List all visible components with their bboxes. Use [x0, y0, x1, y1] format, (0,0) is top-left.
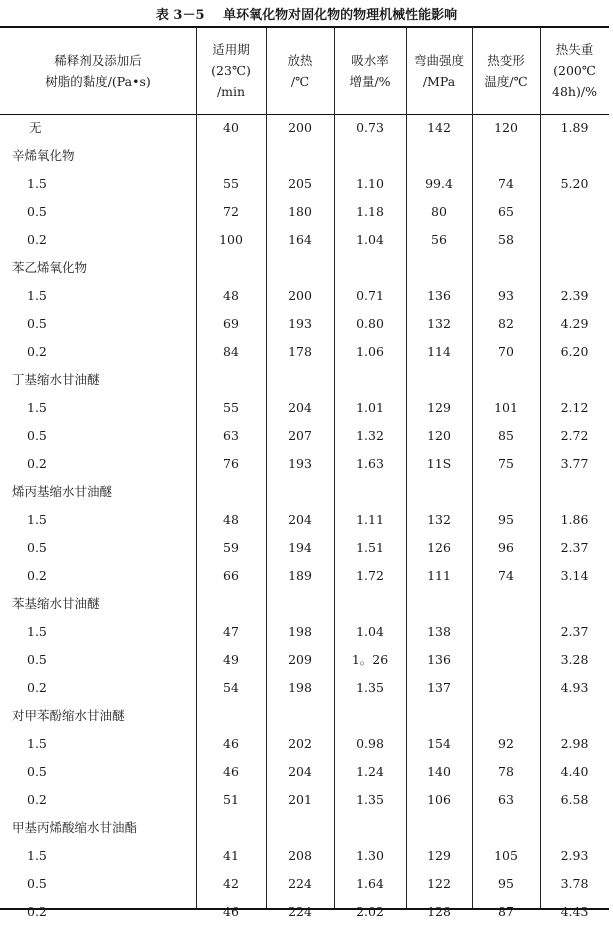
table-cell: 74 [498, 568, 514, 583]
table-cell: 1.89 [560, 120, 589, 135]
viscosity-value: 0.2 [27, 680, 47, 695]
table-cell: 122 [427, 876, 451, 891]
table-cell [472, 646, 540, 674]
table-cell: 1.01 [356, 400, 384, 415]
table-group-row [0, 142, 609, 170]
viscosity-value: 0.5 [27, 876, 47, 891]
table-cell: 189 [288, 568, 312, 583]
table-cell: 1.18 [356, 204, 384, 219]
table-cell: 84 [223, 344, 239, 359]
viscosity-value: 0.5 [27, 316, 47, 331]
table-row [0, 198, 609, 226]
table-cell: 92 [498, 736, 514, 751]
table-cell: 1.11 [356, 512, 384, 527]
table-cell: 209 [288, 652, 312, 667]
table-cell: 0.80 [356, 316, 384, 331]
table-cell: 2.93 [560, 848, 589, 863]
table-cell: 1。26 [351, 652, 389, 667]
table-cell: 59 [223, 540, 239, 555]
table-cell: 114 [427, 344, 451, 359]
table-cell: 1.35 [356, 680, 384, 695]
table-cell: 136 [427, 652, 451, 667]
table-cell: 4.29 [560, 316, 589, 331]
diluent-name: 苯乙烯氧化物 [12, 260, 88, 275]
table-row [0, 534, 609, 562]
column-header-line: 增量/% [349, 73, 391, 89]
table-cell: 0.73 [356, 120, 384, 135]
table-name: 单环氧化物对固化物的物理机械性能影响 [223, 8, 458, 23]
table-cell: 2.37 [560, 624, 589, 639]
diluent-name: 丁基缩水甘油醚 [12, 372, 100, 387]
table-row [0, 394, 609, 422]
table-cell [540, 198, 609, 226]
table-cell: 202 [288, 736, 312, 751]
table-cell: 224 [288, 904, 312, 919]
column-header-line: (23℃) [211, 63, 251, 78]
table-cell: 6.20 [560, 344, 589, 359]
table-cell: 193 [288, 316, 312, 331]
column-header [334, 27, 406, 114]
table-group-row [0, 366, 609, 394]
column-header-line: 48h)/% [552, 84, 597, 99]
viscosity-value: 1.5 [27, 176, 47, 191]
table-cell: 137 [427, 680, 451, 695]
table-cell: 0.71 [356, 288, 384, 303]
table-row [0, 506, 609, 534]
table-cell: 63 [498, 792, 514, 807]
table-cell: 3.77 [560, 456, 589, 471]
table-cell: 72 [223, 204, 239, 219]
table-cell: 1.35 [356, 792, 384, 807]
table-cell [472, 674, 540, 702]
viscosity-value: 0.2 [27, 232, 47, 247]
viscosity-value: 0.2 [27, 792, 47, 807]
viscosity-value: 0.5 [27, 652, 47, 667]
table-cell: 136 [427, 288, 451, 303]
viscosity-value: 0.5 [27, 764, 47, 779]
table-cell: 224 [288, 876, 312, 891]
table-cell: 63 [223, 428, 239, 443]
table-row [0, 870, 609, 898]
table-cell: 46 [223, 736, 239, 751]
column-header [196, 27, 266, 114]
table-cell: 132 [427, 512, 451, 527]
table-row [0, 226, 609, 254]
table-cell: 132 [427, 316, 451, 331]
table-cell: 2.39 [560, 288, 589, 303]
table-cell: 0.98 [356, 736, 384, 751]
table-cell: 129 [427, 848, 451, 863]
table-row [0, 618, 609, 646]
table-group-row [0, 702, 609, 730]
column-header-line: 放热 [287, 52, 313, 68]
table-cell: 5.20 [560, 176, 589, 191]
table-cell: 95 [498, 512, 514, 527]
viscosity-value: 1.5 [27, 400, 47, 415]
table-row [0, 674, 609, 702]
column-header-line: 吸水率 [351, 52, 389, 68]
table-cell: 70 [498, 344, 514, 359]
table-cell: 201 [288, 792, 312, 807]
table-cell: 178 [288, 344, 312, 359]
table-cell: 154 [427, 736, 451, 751]
table-row [0, 282, 609, 310]
table-cell: 66 [223, 568, 239, 583]
table-cell: 42 [223, 876, 239, 891]
table-cell: 1.30 [356, 848, 384, 863]
table-cell: 126 [427, 540, 451, 555]
table-cell: 106 [427, 792, 451, 807]
table-cell: 142 [427, 120, 451, 135]
column-header [540, 27, 609, 114]
viscosity-value: 1.5 [27, 848, 47, 863]
table-cell: 2.37 [560, 540, 589, 555]
table-cell: 205 [288, 176, 312, 191]
table-cell: 2.12 [560, 400, 589, 415]
table-cell: 93 [498, 288, 514, 303]
table-cell: 1.64 [356, 876, 384, 891]
column-header-line: 热失重 [555, 42, 594, 57]
table-cell: 105 [494, 848, 518, 863]
table-cell: 48 [223, 288, 239, 303]
table-cell: 198 [288, 624, 312, 639]
diluent-name: 对甲苯酚缩水甘油醚 [12, 708, 125, 723]
table-cell: 120 [494, 120, 518, 135]
viscosity-value: 0.2 [27, 344, 47, 359]
table-row [0, 310, 609, 338]
viscosity-value: 1.5 [27, 736, 47, 751]
table-cell: 129 [427, 400, 451, 415]
table-group-row [0, 590, 609, 618]
table-group-row [0, 814, 609, 842]
table-cell: 4.40 [560, 764, 589, 779]
table-cell: 6.58 [560, 792, 589, 807]
table-row [0, 646, 609, 674]
table-row [0, 562, 609, 590]
table-cell: 204 [288, 764, 312, 779]
column-header-line: 弯曲强度 [413, 52, 464, 68]
table-cell: 2.02 [356, 904, 384, 919]
table-row [0, 730, 609, 758]
table-cell: 74 [498, 176, 514, 191]
column-header-line: 热变形 [487, 52, 525, 68]
table-cell: 1.51 [356, 540, 384, 555]
viscosity-value: 0.5 [27, 428, 47, 443]
table-cell: 3.28 [560, 652, 589, 667]
table-cell: 1.32 [356, 428, 384, 443]
table-cell: 128 [427, 904, 451, 919]
table-cell: 200 [288, 120, 312, 135]
table-cell: 111 [427, 568, 451, 583]
table-cell: 69 [223, 316, 239, 331]
table-cell: 46 [223, 904, 239, 919]
table-cell: 41 [223, 848, 239, 863]
table-cell: 99.4 [425, 176, 453, 191]
column-header-line: /MPa [422, 73, 456, 89]
column-header-line: 稀释剂及添加后 [54, 52, 142, 68]
table-cell: 1.86 [560, 512, 589, 527]
table-cell: 40 [223, 120, 239, 135]
table-cell: 101 [494, 400, 518, 415]
table-group-row [0, 254, 609, 282]
table-row [0, 842, 609, 870]
column-header-line: 适用期 [212, 42, 250, 57]
table-cell: 193 [288, 456, 312, 471]
table-cell: 198 [288, 680, 312, 695]
table-cell: 75 [498, 456, 514, 471]
table-cell: 1.63 [356, 456, 384, 471]
viscosity-value: 1.5 [27, 624, 47, 639]
table-cell: 2.98 [560, 736, 589, 751]
diluent-name: 甲基丙烯酸缩水甘油酯 [12, 820, 138, 835]
table-cell: 1.04 [356, 232, 384, 247]
column-header-line: /℃ [290, 73, 310, 89]
viscosity-value: 无 [29, 120, 42, 135]
table-cell: 55 [223, 400, 239, 415]
table-cell: 204 [288, 400, 312, 415]
table-row [0, 898, 609, 926]
table-cell: 1.24 [356, 764, 384, 779]
column-header [266, 27, 334, 114]
viscosity-value: 0.2 [27, 456, 47, 471]
column-header [0, 27, 196, 114]
table-cell: 82 [498, 316, 514, 331]
viscosity-value: 0.5 [27, 540, 47, 555]
table-cell: 1.10 [356, 176, 384, 191]
table-number: 表 3－5 [155, 8, 205, 23]
table-cell: 48 [223, 512, 239, 527]
table-cell [540, 226, 609, 254]
column-header [472, 27, 540, 114]
table-cell: 80 [431, 204, 447, 219]
table-cell: 120 [427, 428, 451, 443]
table-cell: 140 [427, 764, 451, 779]
table-cell [472, 618, 540, 646]
table-cell: 65 [498, 204, 514, 219]
table-cell: 204 [288, 512, 312, 527]
table-cell: 138 [427, 624, 451, 639]
column-header [406, 27, 472, 114]
viscosity-value: 1.5 [27, 288, 47, 303]
table-title [0, 4, 613, 23]
table-row [0, 450, 609, 478]
table-cell: 1.04 [356, 624, 384, 639]
table-cell: 207 [288, 428, 312, 443]
table-cell: 4.93 [560, 680, 589, 695]
table-cell: 96 [498, 540, 514, 555]
table-cell: 95 [498, 876, 514, 891]
column-header-line: /min [216, 84, 246, 99]
table-cell: 1.72 [356, 568, 384, 583]
table-cell: 4.43 [560, 904, 589, 919]
column-header-line: 温度/℃ [484, 73, 528, 89]
table-cell: 54 [223, 680, 239, 695]
column-header-line: (200℃ [553, 63, 596, 78]
table-cell: 46 [223, 764, 239, 779]
table-row [0, 338, 609, 366]
table-cell: 2.72 [560, 428, 589, 443]
table-cell: 51 [223, 792, 239, 807]
table-row [0, 114, 609, 142]
table-cell: 3.14 [560, 568, 589, 583]
table-cell: 49 [223, 652, 239, 667]
table-row [0, 170, 609, 198]
table-cell: 87 [498, 904, 514, 919]
table-cell: 200 [288, 288, 312, 303]
table-cell: 1.06 [356, 344, 384, 359]
diluent-name: 辛烯氧化物 [12, 148, 75, 163]
viscosity-value: 0.2 [27, 568, 47, 583]
table-cell: 100 [219, 232, 243, 247]
table-cell: 47 [223, 624, 239, 639]
table-cell: 55 [223, 176, 239, 191]
table-cell: 164 [288, 232, 312, 247]
table-row [0, 786, 609, 814]
table-cell: 56 [431, 232, 447, 247]
column-header-line: 树脂的黏度/(Pa•s) [45, 73, 151, 89]
table-cell: 3.78 [560, 876, 589, 891]
table-group-row [0, 478, 609, 506]
viscosity-value: 0.5 [27, 204, 47, 219]
table-cell: 78 [498, 764, 514, 779]
table-cell: 85 [498, 428, 514, 443]
table-cell: 11S [426, 456, 452, 471]
table-cell: 208 [288, 848, 312, 863]
diluent-name: 苯基缩水甘油醚 [12, 596, 100, 611]
table-row [0, 422, 609, 450]
table-cell: 180 [288, 204, 312, 219]
viscosity-value: 0.2 [27, 904, 47, 919]
diluent-name: 烯丙基缩水甘油醚 [12, 484, 113, 499]
table-cell: 58 [498, 232, 514, 247]
table-cell: 194 [288, 540, 312, 555]
viscosity-value: 1.5 [27, 512, 47, 527]
table-row [0, 758, 609, 786]
table-cell: 76 [223, 456, 239, 471]
